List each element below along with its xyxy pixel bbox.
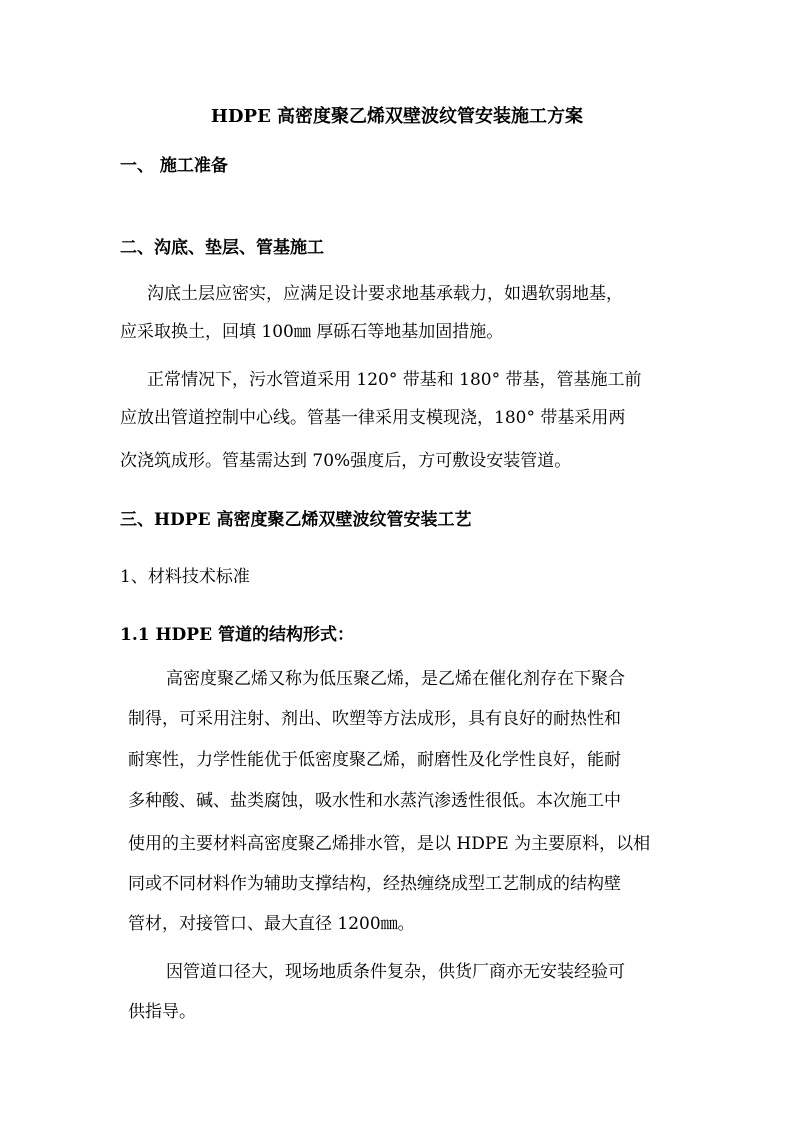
subheading-material-standard: 1、材料技术标准 — [120, 567, 250, 587]
paragraph-line: 沟底土层应密实，应满足设计要求地基承载力，如遇软弱地基， — [147, 284, 623, 304]
paragraph-line: 同或不同材料作为辅助支撑结构，经热缠绕成型工艺制成的结构壁 — [128, 874, 621, 894]
paragraph-line: 使用的主要材料高密度聚乙烯排水管，是以 HDPE 为主要原料，以相 — [128, 834, 651, 854]
paragraph-line: 多种酸、碱、盐类腐蚀，吸水性和水蒸汽渗透性很低。本次施工中 — [128, 791, 621, 811]
section-heading-installation: 三、HDPE 高密度聚乙烯双壁波纹管安装工艺 — [120, 510, 472, 530]
paragraph-line: 管材，对接管口、最大直径 1200㎜。 — [128, 914, 415, 934]
paragraph-line: 因管道口径大，现场地质条件复杂，供货厂商亦无安装经验可 — [166, 962, 625, 982]
paragraph-line: 制得，可采用注射、剂出、吹塑等方法成形，具有良好的耐热性和 — [128, 709, 621, 729]
section-heading-preparation: 一、 施工准备 — [120, 156, 228, 176]
paragraph-line: 供指导。 — [128, 1002, 196, 1022]
section-heading-trench: 二、沟底、垫层、管基施工 — [120, 238, 324, 258]
paragraph-line: 高密度聚乙烯又称为低压聚乙烯，是乙烯在催化剂存在下聚合 — [166, 669, 625, 689]
document-title: HDPE 高密度聚乙烯双壁波纹管安装施工方案 — [210, 106, 584, 127]
paragraph-line: 应采取换土，回填 100㎜ 厚砾石等地基加固措施。 — [120, 322, 504, 342]
paragraph-line: 次浇筑成形。管基需达到 70%强度后，方可敷设安装管道。 — [120, 451, 572, 471]
paragraph-line: 正常情况下，污水管道采用 120° 带基和 180° 带基，管基施工前 — [147, 370, 642, 390]
paragraph-line: 耐寒性，力学性能优于低密度聚乙烯，耐磨性及化学性良好，能耐 — [128, 750, 621, 770]
subheading-structure: 1.1 HDPE 管道的结构形式： — [120, 625, 354, 645]
paragraph-line: 应放出管道控制中心线。管基一律采用支模现浇，180° 带基采用两 — [120, 408, 626, 428]
